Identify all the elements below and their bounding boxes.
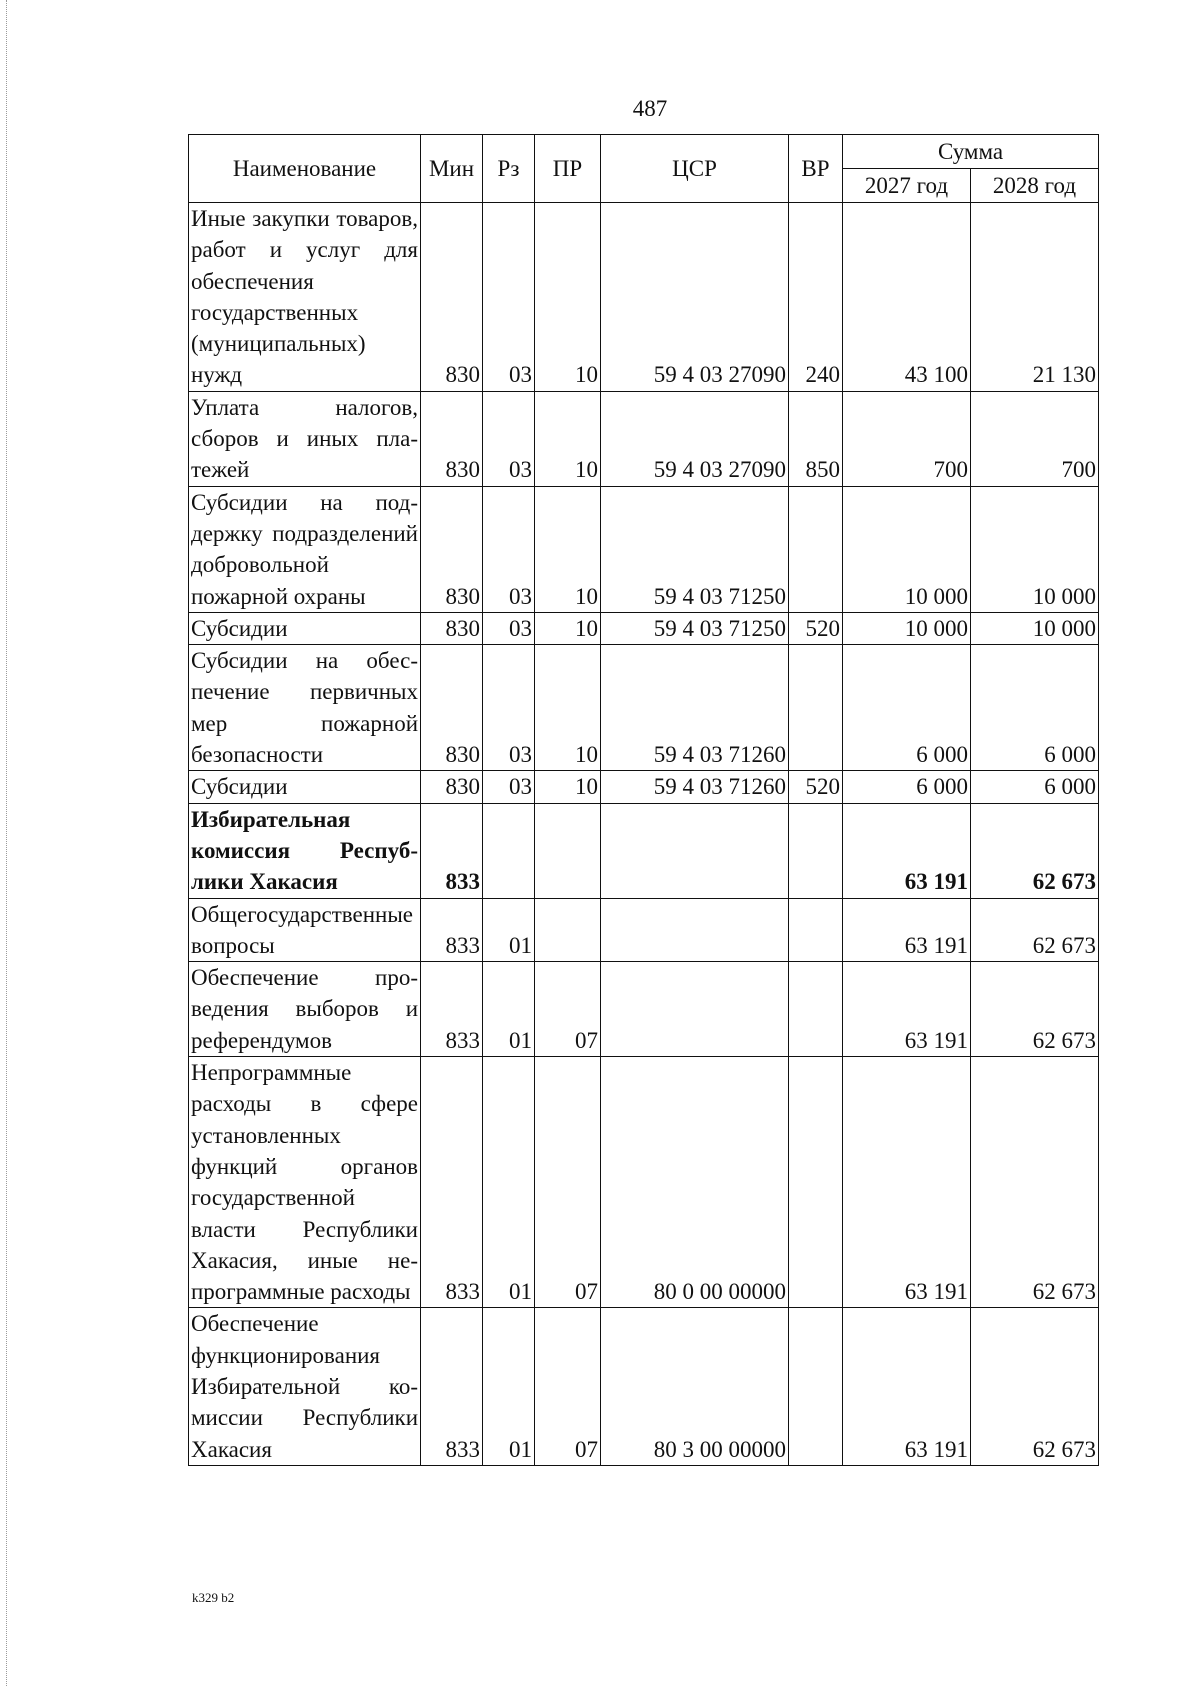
cell-pr: 10 bbox=[535, 771, 601, 803]
budget-table bbox=[188, 134, 1099, 1466]
cell-min: 833 bbox=[421, 1057, 483, 1308]
table-row bbox=[189, 391, 1099, 486]
cell-name: Непрограммные расходы в сфере установленных функций органов государственной власти Республики Хакасия, иные непрограммные расходы bbox=[189, 1057, 421, 1308]
cell-min: 830 bbox=[421, 391, 483, 486]
cell-min: 830 bbox=[421, 771, 483, 803]
table-row bbox=[189, 803, 1099, 898]
cell-csr: 59 4 03 71260 bbox=[601, 771, 789, 803]
cell-csr: 59 4 03 71250 bbox=[601, 486, 789, 612]
cell-pr: 10 bbox=[535, 645, 601, 771]
cell-sum-2027: 6 000 bbox=[843, 771, 971, 803]
cell-pr: 10 bbox=[535, 486, 601, 612]
cell-pr: 10 bbox=[535, 203, 601, 392]
header-rz: Рз bbox=[483, 135, 535, 203]
cell-sum-2028: 62 673 bbox=[971, 962, 1099, 1057]
cell-sum-2027: 63 191 bbox=[843, 1308, 971, 1465]
cell-rz: 03 bbox=[483, 391, 535, 486]
cell-min: 830 bbox=[421, 612, 483, 644]
cell-csr bbox=[601, 962, 789, 1057]
cell-min: 833 bbox=[421, 1308, 483, 1465]
cell-name: Обеспечение функционирования Избирательной комиссии Республики Хакасия bbox=[189, 1308, 421, 1465]
cell-pr bbox=[535, 803, 601, 898]
table-row bbox=[189, 486, 1099, 612]
cell-vr: 240 bbox=[789, 203, 843, 392]
cell-sum-2027: 63 191 bbox=[843, 898, 971, 962]
cell-pr: 10 bbox=[535, 391, 601, 486]
cell-sum-2028: 62 673 bbox=[971, 1057, 1099, 1308]
cell-min: 833 bbox=[421, 898, 483, 962]
cell-sum-2028: 62 673 bbox=[971, 898, 1099, 962]
cell-rz: 03 bbox=[483, 645, 535, 771]
cell-rz: 03 bbox=[483, 203, 535, 392]
cell-vr bbox=[789, 803, 843, 898]
cell-sum-2028: 62 673 bbox=[971, 803, 1099, 898]
cell-name: Обеспечение проведения выборов и референдумов bbox=[189, 962, 421, 1057]
cell-pr: 10 bbox=[535, 612, 601, 644]
cell-name: Общегосударственные вопросы bbox=[189, 898, 421, 962]
header-csr: ЦСР bbox=[601, 135, 789, 203]
cell-name: Субсидии на поддержку подразделений добровольной пожарной охраны bbox=[189, 486, 421, 612]
table-row bbox=[189, 645, 1099, 771]
header-vr: ВР bbox=[789, 135, 843, 203]
table-row bbox=[189, 612, 1099, 644]
cell-sum-2028: 10 000 bbox=[971, 612, 1099, 644]
cell-rz bbox=[483, 803, 535, 898]
page-number: 487 bbox=[632, 96, 668, 121]
cell-sum-2027: 43 100 bbox=[843, 203, 971, 392]
cell-pr: 07 bbox=[535, 962, 601, 1057]
cell-pr: 07 bbox=[535, 1308, 601, 1465]
cell-vr bbox=[789, 645, 843, 771]
cell-sum-2027: 10 000 bbox=[843, 486, 971, 612]
cell-name: Субсидии bbox=[189, 771, 421, 803]
cell-vr bbox=[789, 962, 843, 1057]
cell-vr: 520 bbox=[789, 612, 843, 644]
cell-csr: 59 4 03 27090 bbox=[601, 203, 789, 392]
cell-sum-2027: 63 191 bbox=[843, 803, 971, 898]
cell-name: Иные закупки товаров, работ и услуг для обеспечения государственных (муниципальных) нужд bbox=[189, 203, 421, 392]
cell-rz: 03 bbox=[483, 486, 535, 612]
cell-sum-2027: 700 bbox=[843, 391, 971, 486]
cell-sum-2027: 10 000 bbox=[843, 612, 971, 644]
cell-min: 830 bbox=[421, 486, 483, 612]
cell-pr: 07 bbox=[535, 1057, 601, 1308]
cell-sum-2027: 63 191 bbox=[843, 962, 971, 1057]
cell-min: 833 bbox=[421, 803, 483, 898]
cell-sum-2028: 21 130 bbox=[971, 203, 1099, 392]
cell-csr: 59 4 03 71250 bbox=[601, 612, 789, 644]
cell-vr bbox=[789, 1057, 843, 1308]
cell-name: Уплата налогов, сборов и иных платежей bbox=[189, 391, 421, 486]
header-min: Мин bbox=[421, 135, 483, 203]
table-row bbox=[189, 1057, 1099, 1308]
cell-rz: 01 bbox=[483, 898, 535, 962]
cell-min: 833 bbox=[421, 962, 483, 1057]
cell-sum-2028: 6 000 bbox=[971, 771, 1099, 803]
header-pr: ПР bbox=[535, 135, 601, 203]
header-year-2027: 2027 год bbox=[843, 169, 971, 203]
scan-edge-line bbox=[6, 0, 8, 1686]
cell-vr: 850 bbox=[789, 391, 843, 486]
cell-sum-2028: 700 bbox=[971, 391, 1099, 486]
cell-csr: 59 4 03 27090 bbox=[601, 391, 789, 486]
cell-min: 830 bbox=[421, 645, 483, 771]
cell-rz: 01 bbox=[483, 962, 535, 1057]
cell-sum-2028: 62 673 bbox=[971, 1308, 1099, 1465]
table-row bbox=[189, 1308, 1099, 1465]
cell-vr bbox=[789, 486, 843, 612]
header-sum: Сумма bbox=[843, 135, 1099, 169]
cell-pr bbox=[535, 898, 601, 962]
footer-code: k329 b2 bbox=[192, 1590, 235, 1605]
cell-sum-2027: 6 000 bbox=[843, 645, 971, 771]
header-year-2028: 2028 год bbox=[971, 169, 1099, 203]
cell-csr: 59 4 03 71260 bbox=[601, 645, 789, 771]
cell-sum-2028: 10 000 bbox=[971, 486, 1099, 612]
cell-name: Субсидии на обеспечение первичных мер пожарной безопасности bbox=[189, 645, 421, 771]
cell-vr: 520 bbox=[789, 771, 843, 803]
cell-sum-2027: 63 191 bbox=[843, 1057, 971, 1308]
cell-vr bbox=[789, 898, 843, 962]
cell-rz: 01 bbox=[483, 1057, 535, 1308]
cell-csr bbox=[601, 803, 789, 898]
table-row bbox=[189, 771, 1099, 803]
cell-csr: 80 3 00 00000 bbox=[601, 1308, 789, 1465]
cell-rz: 01 bbox=[483, 1308, 535, 1465]
header-name: Наименование bbox=[189, 135, 421, 203]
cell-csr: 80 0 00 00000 bbox=[601, 1057, 789, 1308]
cell-csr bbox=[601, 898, 789, 962]
cell-rz: 03 bbox=[483, 771, 535, 803]
cell-name: Избирательная комиссия Республики Хакасия bbox=[189, 803, 421, 898]
table-row bbox=[189, 962, 1099, 1057]
table-row bbox=[189, 203, 1099, 392]
table-body bbox=[189, 203, 1099, 1466]
table-row bbox=[189, 898, 1099, 962]
cell-min: 830 bbox=[421, 203, 483, 392]
cell-name: Субсидии bbox=[189, 612, 421, 644]
cell-sum-2028: 6 000 bbox=[971, 645, 1099, 771]
cell-rz: 03 bbox=[483, 612, 535, 644]
cell-vr bbox=[789, 1308, 843, 1465]
